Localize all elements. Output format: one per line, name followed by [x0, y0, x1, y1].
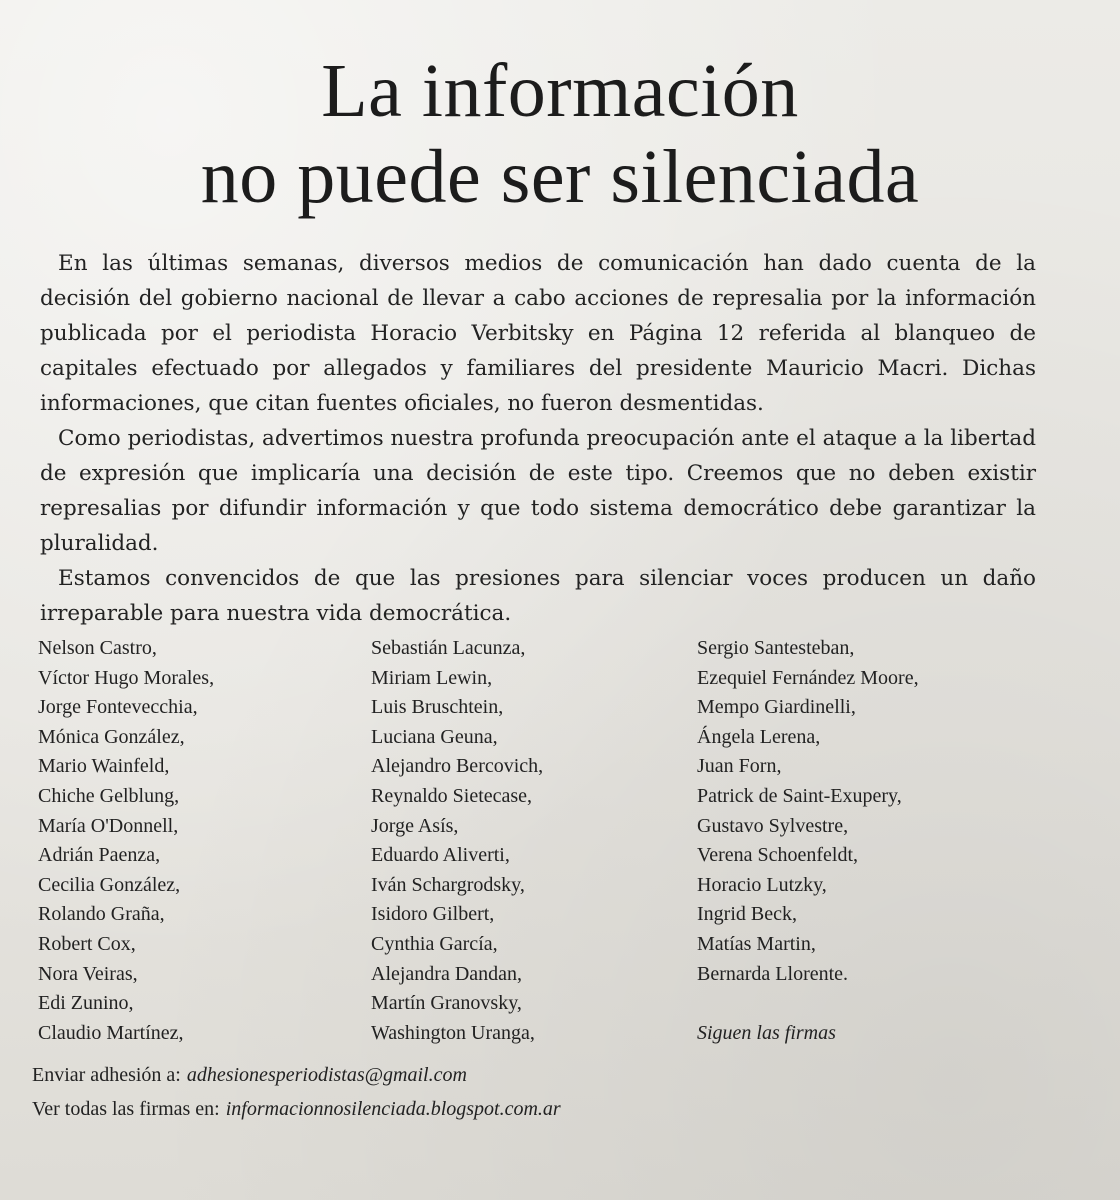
- view-signatures-label: Ver todas las firmas en:: [32, 1098, 220, 1120]
- headline-line-1: La información: [321, 49, 799, 133]
- signature-name: Cynthia García,: [371, 932, 498, 955]
- signature-name: Rolando Graña,: [38, 903, 165, 926]
- signature-name: Alejandra Dandan,: [371, 962, 523, 985]
- adhesion-email: adhesionesperiodistas@gmail.com: [186, 1064, 467, 1086]
- adhesion-label: Enviar adhesión a:: [32, 1064, 181, 1086]
- signature-name: Juan Forn,: [697, 755, 782, 778]
- signature-name: Reynaldo Sietecase,: [371, 784, 533, 807]
- signature-name: Jorge Asís,: [371, 814, 459, 837]
- signature-name: Chiche Gelblung,: [38, 784, 180, 807]
- signature-name: Bernarda Llorente.: [697, 962, 849, 985]
- more-signatures-note: Siguen las firmas: [697, 1021, 836, 1044]
- signature-name: Miriam Lewin,: [371, 666, 493, 689]
- signature-name: Jorge Fontevecchia,: [38, 696, 198, 719]
- signature-name: Ingrid Beck,: [697, 903, 797, 926]
- signature-name: Isidoro Gilbert,: [371, 903, 495, 926]
- signature-name: Edi Zunino,: [38, 992, 134, 1015]
- headline: [0, 48, 1120, 220]
- signatures-column-2: [371, 634, 543, 1048]
- signature-name: Verena Schoenfeldt,: [697, 844, 859, 867]
- paragraph-1: En las últimas semanas, diversos medios de comunicación han dado cuenta de la decisión del gobierno nacional de llevar a cabo acciones de represalia por la información publicada por el periodista Horacio Verbitsky en Página 12 referida al blanqueo de capitales efectuado por allegados y familiares del presidente Mauricio Macri. Dichas informaciones, que citan fuentes oficiales, no fueron desmentidas.: [40, 251, 1036, 416]
- signatures-column-1: [38, 634, 214, 1048]
- view-signatures-line: [32, 1098, 561, 1121]
- signature-name: Cecilia González,: [38, 873, 181, 896]
- signature-name: Mónica González,: [38, 725, 185, 748]
- statement-body: [40, 246, 1036, 631]
- signature-name: Martín Granovsky,: [371, 992, 522, 1015]
- signature-list: [371, 634, 543, 1048]
- signature-name: Patrick de Saint-Exupery,: [697, 784, 902, 807]
- signature-name: Luis Bruschtein,: [371, 696, 504, 719]
- signature-name: Víctor Hugo Morales,: [38, 666, 215, 689]
- signature-name: Gustavo Sylvestre,: [697, 814, 849, 837]
- signature-name: Nelson Castro,: [38, 637, 157, 659]
- adhesion-line: [32, 1064, 467, 1087]
- signature-name: Adrián Paenza,: [38, 844, 161, 867]
- signature-name: Eduardo Aliverti,: [371, 844, 510, 867]
- blog-url: informacionnosilenciada.blogspot.com.ar: [225, 1098, 561, 1120]
- signature-name: Mempo Giardinelli,: [697, 696, 856, 719]
- signature-name: María O'Donnell,: [38, 814, 179, 837]
- signature-list: [697, 634, 919, 989]
- signature-name: Nora Veiras,: [38, 962, 138, 985]
- signature-list: [38, 634, 214, 1048]
- signature-name: Claudio Martínez,: [38, 1021, 184, 1044]
- signature-name: Sergio Santesteban,: [697, 637, 855, 659]
- headline-line-2: no puede ser silenciada: [200, 135, 920, 219]
- signature-name: Ezequiel Fernández Moore,: [697, 666, 919, 689]
- paragraph-3: Estamos convencidos de que las presiones para silenciar voces producen un daño irreparable para nuestra vida democrática.: [40, 566, 1036, 626]
- signature-name: Ángela Lerena,: [697, 725, 821, 748]
- paragraph-2: Como periodistas, advertimos nuestra profunda preocupación ante el ataque a la libertad de expresión que implicaría una decisión de este tipo. Creemos que no deben existir represalias por difundir información y que todo sistema democrático debe garantizar la pluralidad.: [40, 426, 1036, 556]
- signature-name: Washington Uranga,: [371, 1021, 535, 1044]
- signatures-column-3: [697, 634, 919, 1048]
- signature-name: Luciana Geuna,: [371, 725, 498, 748]
- signature-name: Alejandro Bercovich,: [371, 755, 544, 778]
- signature-name: Robert Cox,: [38, 932, 136, 955]
- signature-name: Matías Martin,: [697, 932, 816, 955]
- signature-name: Mario Wainfeld,: [38, 755, 170, 778]
- signature-name: Iván Schargrodsky,: [371, 873, 525, 896]
- signature-name: Sebastián Lacunza,: [371, 637, 526, 659]
- signature-name: Horacio Lutzky,: [697, 873, 827, 896]
